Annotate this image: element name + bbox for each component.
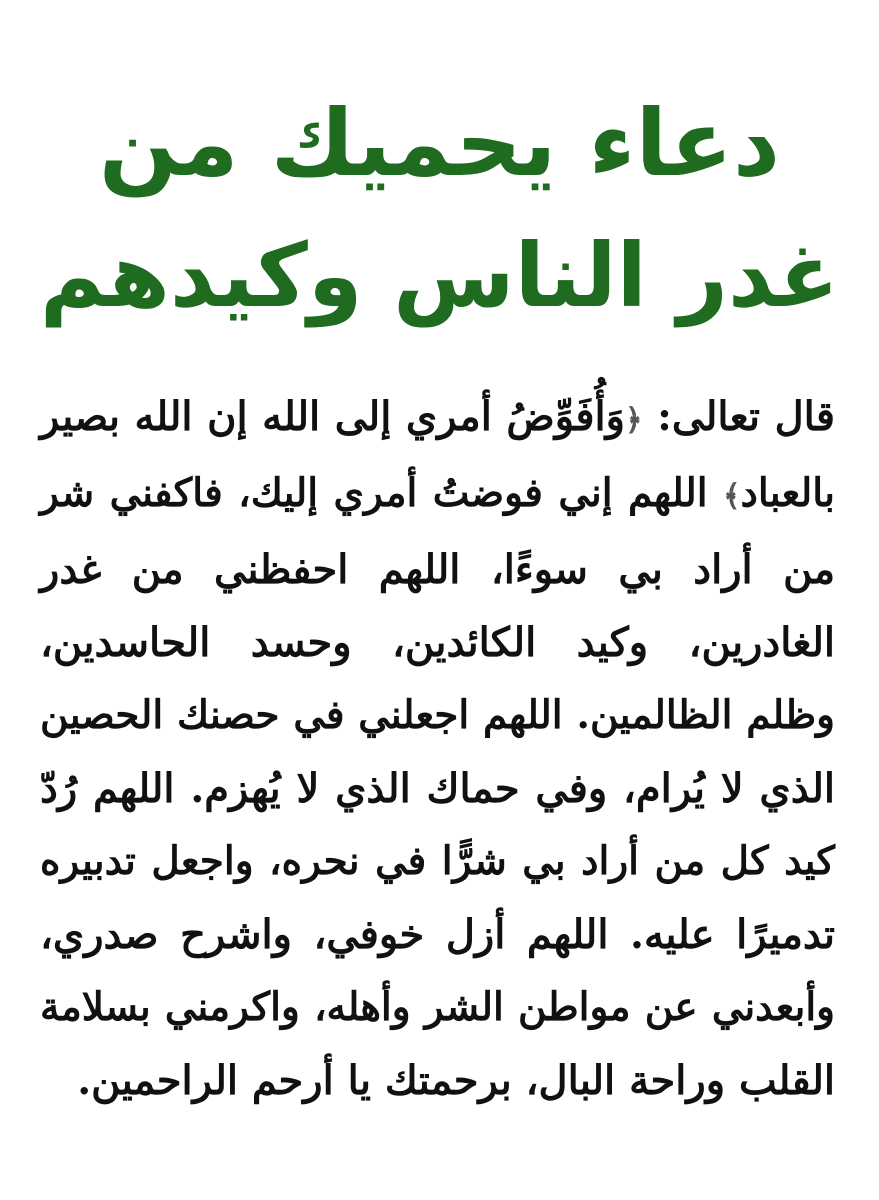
quran-bracket-close-icon: ﴾ [722,479,741,514]
title-line-2: غدر الناس وكيدهم [39,224,839,327]
text-line-9: وأبعدني عن مواطن الشر وأهله، واكرمني بسلامة [40,984,835,1030]
verse-quote-end: بالعباد [740,470,835,516]
dua-text [40,380,835,1117]
text-line-1 [40,380,835,457]
quran-bracket-open-icon: ﴿ [624,403,643,438]
page-title [40,78,839,342]
text-line-10: القلب وراحة البال، برحمتك يا أرحم الراحمين. [77,1057,835,1104]
verse-quote: وَأُفَوِّضُ أمري إلى الله إن الله بصير [40,393,625,440]
text-line-2-rest: اللهم إني فوضتُ أمري إليك، فاكفني شر [40,470,723,516]
text-line-4: الغادرين، وكيد الكائدين، وحسد الحاسدين، [40,619,835,666]
text-line-8: تدميرًا عليه. اللهم أزل خوفي، واشرح صدري، [40,911,835,958]
text-line-6: الذي لا يُرام، وفي حماك الذي لا يُهزم. اللهم رُدّ [40,765,835,812]
text-line-2 [40,457,835,533]
verse-intro: قال تعالى: [642,393,835,440]
text-line-7: كيد كل من أراد بي شرًّا في نحره، واجعل تدبيره [40,838,835,884]
text-line-5: وظلم الظالمين. اللهم اجعلني في حصنك الحصين [40,692,835,738]
title-line-1: دعاء يحميك من [98,90,781,197]
text-line-3: من أراد بي سوءًا، اللهم احفظني من غدر [40,546,835,593]
